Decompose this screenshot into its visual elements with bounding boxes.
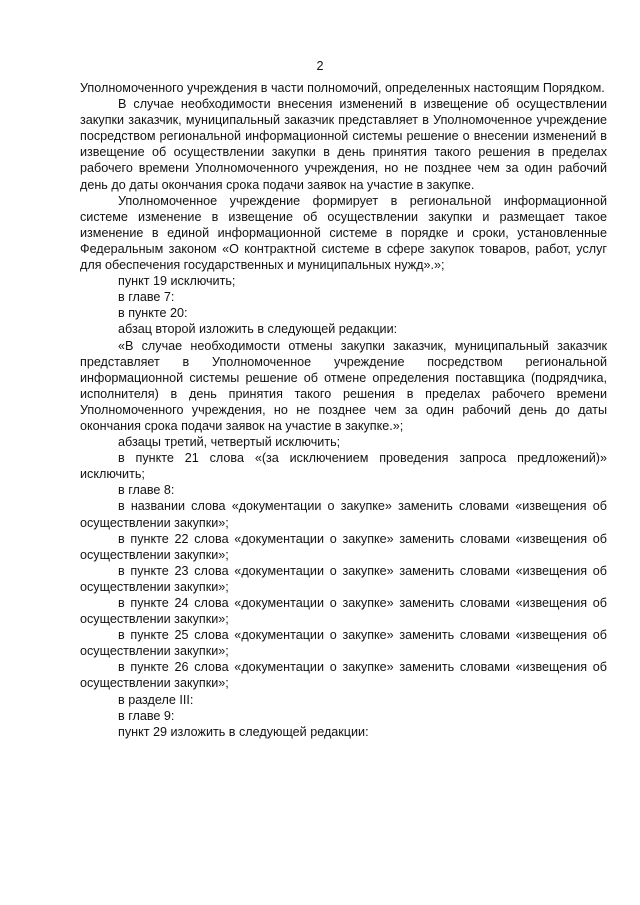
paragraph: в пункте 24 слова «документации о закупке» заменить словами «извещения об осуществлении закупки»;: [80, 596, 607, 627]
paragraph: в пункте 22 слова «документации о закупке» заменить словами «извещения об осуществлении закупки»;: [80, 531, 607, 562]
paragraph: в пункте 21 слова «(за исключением проведения запроса предложений)» исключить;: [80, 451, 607, 482]
paragraph: пункт 29 изложить в следующей редакции:: [118, 724, 369, 739]
paragraph: абзацы третий, четвертый исключить;: [118, 435, 341, 450]
paragraph: «В случае необходимости отмены закупки заказчик, муниципальный заказчик представляет в Уполномоченное учреждение посредством региональной информационной системы решение об отмене определения поставщика (подрядчика, исполнителя) в день принятия такого решения в пределах рабочего времени Уполномоченного учреждения, но не позднее чем за один рабочий день до даты окончания срока подачи заявок на участие в закупке.»;: [80, 338, 607, 433]
paragraph: в разделе III:: [118, 692, 194, 707]
paragraph: в главе 7:: [118, 290, 175, 305]
paragraph: пункт 19 исключить;: [118, 274, 236, 289]
document-body: [80, 80, 607, 740]
paragraph: абзац второй изложить в следующей редакции:: [118, 322, 398, 337]
paragraph: в пункте 23 слова «документации о закупке» заменить словами «извещения об осуществлении закупки»;: [80, 563, 607, 594]
paragraph: в главе 9:: [118, 708, 175, 723]
paragraph: Уполномоченного учреждения в части полномочий, определенных настоящим Порядком.: [80, 81, 605, 95]
paragraph: в пункте 25 слова «документации о закупке» заменить словами «извещения об осуществлении закупки»;: [80, 628, 607, 659]
paragraph: в главе 8:: [118, 483, 175, 498]
paragraph: в пункте 26 слова «документации о закупке» заменить словами «извещения об осуществлении закупки»;: [80, 660, 607, 691]
page-number: 2: [316, 59, 324, 73]
paragraph: В случае необходимости внесения изменений в извещение об осуществлении закупки заказчик, муниципальный заказчик представляет в Уполномоченное учреждение посредством региональной информационной системы решение о внесении изменений в извещение об осуществлении закупки в день принятия такого решения в пределах рабочего времени Уполномоченного учреждения, но не позднее чем за один рабочий день до даты окончания срока подачи заявок на участие в закупке.: [80, 97, 607, 192]
paragraph: в пункте 20:: [118, 306, 188, 321]
paragraph: Уполномоченное учреждение формирует в региональной информационной системе изменение в извещение об осуществлении закупки и размещает такое изменение в единой информационной системе в порядке и сроки, установленные Федеральным законом «О контрактной системе в сфере закупок товаров, работ, услуг для обеспечения государственных и муниципальных нужд».»;: [80, 193, 607, 273]
paragraph: в названии слова «документации о закупке» заменить словами «извещения об осуществлении закупки»;: [80, 499, 607, 530]
